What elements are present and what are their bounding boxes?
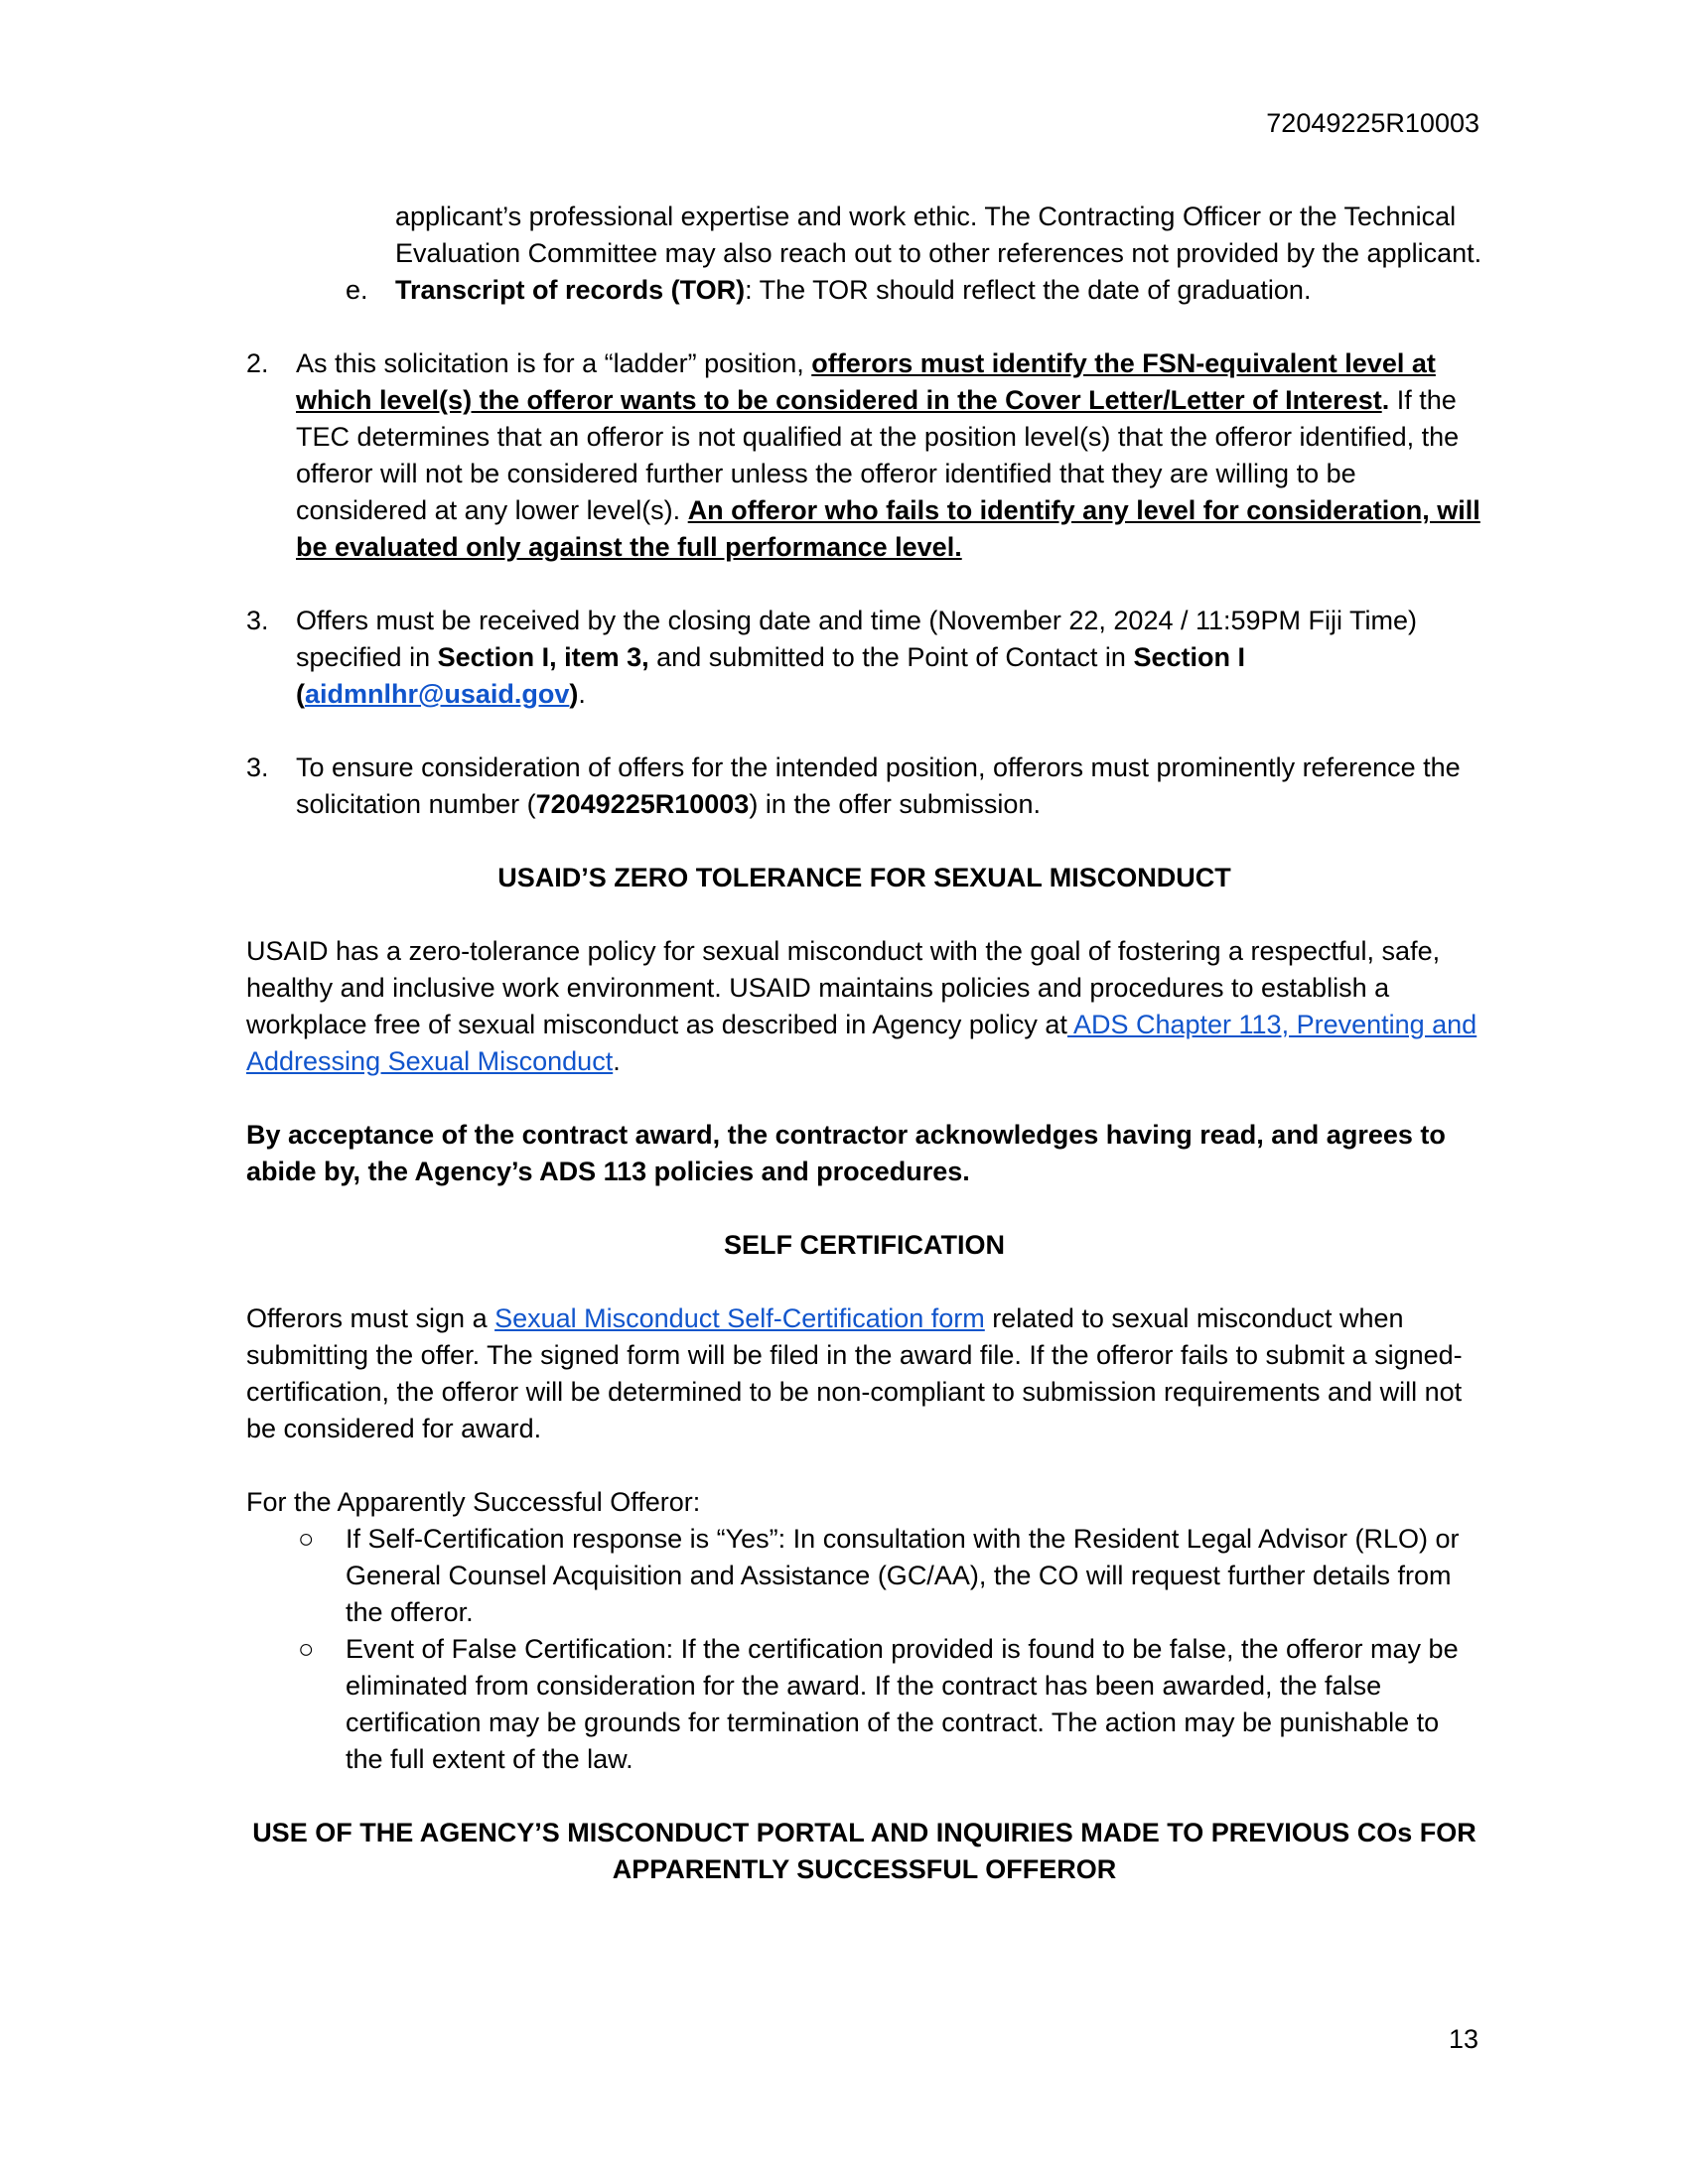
page-number: 13	[1448, 2024, 1478, 2054]
item-3b-text-end: ) in the offer submission.	[749, 789, 1041, 819]
list-item-bullet-yes-response	[246, 1521, 1482, 1631]
item-3-text-poc: and submitted to the Point of Contact in	[648, 642, 1134, 672]
zero-tolerance-text: USAID has a zero-tolerance policy for sexual misconduct with the goal of fostering a respectful, safe, healthy and inclusive work environment. USAID maintains policies and procedures to establish a workplace free of sexual misconduct as described in Agency policy at	[246, 936, 1441, 1039]
aso-intro: For the Apparently Successful Offeror:	[246, 1487, 701, 1517]
zero-tolerance-paragraph	[246, 933, 1482, 1080]
list-marker: 3.	[246, 752, 269, 782]
misconduct-portal-heading: USE OF THE AGENCY’S MISCONDUCT PORTAL AND INQUIRIES MADE TO PREVIOUS COs FOR APPARENTLY SUCCESSFUL OFFEROR	[252, 1818, 1477, 1884]
self-cert-text: Offerors must sign a	[246, 1303, 495, 1333]
list-item-2	[246, 345, 1482, 566]
item-2-text-tec: If the TEC determines that an offeror is not qualified at the position level(s) that the offeror identified, the offeror will not be considered further unless the offeror identified that they are willing to be considered at any lower level(s).	[296, 385, 1460, 525]
acknowledgement-paragraph: By acceptance of the contract award, the contractor acknowledges having read, and agrees to abide by, the Agency’s ADS 113 policies and procedures.	[246, 1120, 1446, 1186]
list-item-e	[246, 272, 1482, 309]
item-2-period: .	[1381, 385, 1390, 415]
list-marker: 2.	[246, 348, 269, 378]
circle-bullet-icon: ○	[298, 1524, 315, 1554]
list-item-bullet-false-certification	[246, 1631, 1482, 1778]
solicitation-number-ref: 72049225R10003	[535, 789, 750, 819]
section-ref-item: Section I, item 3,	[437, 642, 649, 672]
self-certification-form-link[interactable]: Sexual Misconduct Self-Certification form	[494, 1303, 985, 1333]
self-certification-heading: SELF CERTIFICATION	[724, 1230, 1005, 1260]
self-cert-text-rest: related to sexual misconduct when submitting the offer. The signed form will be filed in the award file. If the offeror fails to submit a signed-certification, the offeror will be determined to be non-compliant to submission requirements and will not be considered for award.	[246, 1303, 1463, 1443]
paren-open: (	[296, 679, 305, 709]
ads-113-link[interactable]: ADS Chapter 113, Preventing and Addressing Sexual Misconduct	[246, 1010, 1477, 1076]
document-body	[246, 199, 1482, 1888]
tor-text: : The TOR should reflect the date of graduation.	[745, 275, 1312, 305]
reference-continuation: applicant’s professional expertise and work ethic. The Contracting Officer or the Technical Evaluation Committee may also reach out to other references not provided by the applicant.	[395, 202, 1482, 268]
self-certification-paragraph	[246, 1300, 1482, 1447]
paren-close: )	[569, 679, 579, 709]
list-item-3-closing-date	[246, 603, 1482, 713]
bullet-text: Event of False Certification: If the certification provided is found to be false, the offeror may be eliminated from consideration for the award. If the contract has been awarded, the false certification may be grounds for termination of the contract. The action may be punishable to the full extent of the law.	[346, 1634, 1459, 1774]
tor-label: Transcript of records (TOR)	[395, 275, 746, 305]
bullet-text: If Self-Certification response is “Yes”: In consultation with the Resident Legal Advisor (RLO) or General Counsel Acquisition and Assistance (GC/AA), the CO will request further details from the offeror.	[346, 1524, 1460, 1627]
list-marker: e.	[346, 275, 368, 305]
zero-tolerance-heading: USAID’S ZERO TOLERANCE FOR SEXUAL MISCONDUCT	[497, 863, 1231, 892]
section-ref: Section I	[1133, 642, 1245, 672]
circle-bullet-icon: ○	[298, 1634, 315, 1664]
item-3b-text: To ensure consideration of offers for the intended position, offerors must prominently reference the solicitation number (	[296, 752, 1461, 819]
item-3-period: .	[578, 679, 586, 709]
list-marker: 3.	[246, 606, 269, 635]
solicitation-number-header: 72049225R10003	[1266, 108, 1479, 138]
item-2-emphasis-full-level: An offeror who fails to identify any level for consideration, will be evaluated only against the full performance level.	[296, 495, 1480, 562]
item-2-text: As this solicitation is for a “ladder” position,	[296, 348, 812, 378]
zero-tolerance-period: .	[613, 1046, 621, 1076]
list-item-3-solicitation-reference	[246, 750, 1482, 823]
item-3-text: Offers must be received by the closing date and time (November 22, 2024 / 11:59PM Fiji Time) specified in	[296, 606, 1418, 672]
item-2-emphasis-fsn-level: offerors must identify the FSN-equivalent level at which level(s) the offeror wants to be considered in the Cover Letter/Letter of Interest	[296, 348, 1436, 415]
email-link[interactable]: aidmnlhr@usaid.gov	[305, 679, 570, 709]
